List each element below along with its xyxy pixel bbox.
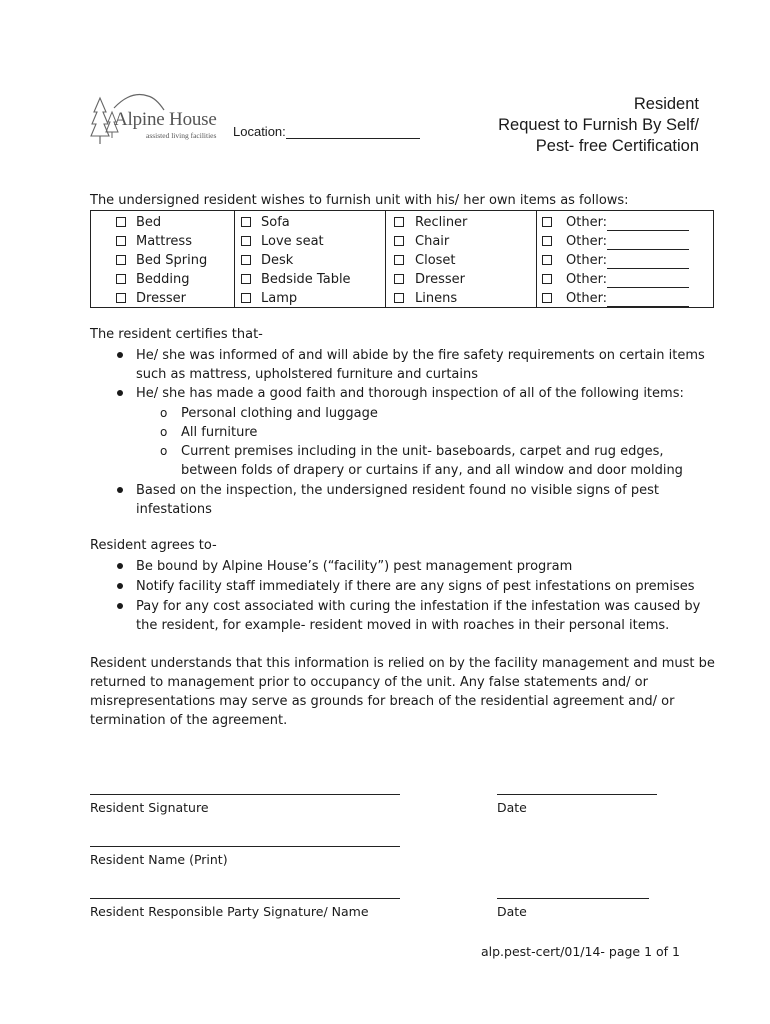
location-input[interactable] — [286, 126, 420, 139]
page-footer: alp.pest-cert/01/14- page 1 of 1 — [480, 944, 680, 959]
sub-list-item: o Current premises including in the unit- baseboards, carpet and rug edges, between folds of drapery or curtains if any, and all window and door molding — [160, 444, 683, 478]
items-column-2 — [235, 211, 386, 308]
checkbox[interactable] — [394, 274, 404, 284]
checkbox[interactable] — [394, 293, 404, 303]
sub-list-item: o Personal clothing and luggage — [160, 406, 378, 421]
checkbox[interactable] — [116, 293, 126, 303]
item-label: Other: — [566, 291, 608, 306]
circle-bullet-icon: o — [160, 425, 168, 439]
location-label: Location: — [233, 124, 286, 139]
checkbox[interactable] — [542, 217, 552, 227]
responsible-party-label: Resident Responsible Party Signature/ Name — [90, 904, 369, 919]
list-item: He/ she was informed of and will abide by the fire safety requirements on certain items such as mattress, upholstered furniture and curtains — [117, 346, 705, 384]
checkbox[interactable] — [116, 236, 126, 246]
item-label: Bed Spring — [136, 253, 208, 268]
list-item: Notify facility staff immediately if there are any signs of pest infestations on premises — [117, 577, 695, 596]
title-line-1: Resident — [633, 95, 699, 113]
item-label: Dresser — [136, 291, 186, 306]
sub-list-item: o All furniture — [160, 425, 258, 440]
bullet-icon — [117, 390, 123, 396]
logo-tagline: assisted living facilities — [146, 131, 217, 140]
date-label-2: Date — [497, 904, 527, 919]
checkbox[interactable] — [241, 217, 251, 227]
bullet-icon — [117, 603, 123, 609]
item-label: Linens — [415, 291, 458, 306]
checkbox[interactable] — [241, 293, 251, 303]
bullet-icon — [117, 563, 123, 569]
circle-bullet-icon: o — [160, 444, 168, 458]
checkbox[interactable] — [542, 236, 552, 246]
checkbox[interactable] — [116, 217, 126, 227]
items-column-1 — [91, 211, 235, 308]
date-line-1[interactable] — [497, 794, 657, 795]
furnishing-items-table — [90, 210, 714, 308]
checkbox[interactable] — [542, 293, 552, 303]
intro-text: The undersigned resident wishes to furnish unit with his/ her own items as follows: — [90, 193, 629, 208]
item-label: Other: — [566, 234, 608, 249]
item-label: Bedside Table — [261, 272, 351, 287]
circle-bullet-icon: o — [160, 406, 168, 420]
item-label: Dresser — [415, 272, 465, 287]
date-label-1: Date — [497, 800, 527, 815]
item-label: Lamp — [261, 291, 298, 306]
list-item: Based on the inspection, the undersigned resident found no visible signs of pest infestations — [117, 481, 659, 519]
bullet-icon — [117, 583, 123, 589]
item-label: Other: — [566, 272, 608, 287]
other-input[interactable] — [607, 294, 689, 307]
list-item: Pay for any cost associated with curing the infestation if the infestation was caused by the resident, for example- resident moved in with roaches in their personal items. — [117, 597, 700, 635]
resident-name-label: Resident Name (Print) — [90, 852, 228, 867]
items-column-3 — [386, 211, 537, 308]
checkbox[interactable] — [542, 255, 552, 265]
other-input[interactable] — [607, 256, 689, 269]
bullet-icon — [117, 352, 123, 358]
title-line-3: Pest- free Certification — [535, 137, 699, 155]
item-label: Chair — [415, 234, 450, 249]
checkbox[interactable] — [542, 274, 552, 284]
responsible-party-line[interactable] — [90, 898, 400, 899]
logo-wordmark: Alpine House — [114, 109, 217, 130]
form-title — [498, 94, 699, 157]
certifies-heading: The resident certifies that- — [90, 327, 263, 342]
item-label: Bedding — [136, 272, 190, 287]
checkbox[interactable] — [241, 274, 251, 284]
items-column-4 — [537, 211, 714, 308]
item-label: Sofa — [261, 215, 290, 230]
other-input[interactable] — [607, 218, 689, 231]
resident-name-line[interactable] — [90, 846, 400, 847]
checkbox[interactable] — [394, 217, 404, 227]
other-input[interactable] — [607, 237, 689, 250]
checkbox[interactable] — [116, 255, 126, 265]
checkbox[interactable] — [394, 236, 404, 246]
item-label: Mattress — [136, 234, 192, 249]
location-field — [233, 124, 420, 139]
understands-paragraph: Resident understands that this information is relied on by the facility management and must be returned to management prior to occupancy of the unit. Any false statements and/ or misrepresentations may serve as grounds for breach of the residential agreement and/ or termination of the agreement. — [90, 656, 715, 728]
bullet-icon — [117, 487, 123, 493]
list-item: He/ she has made a good faith and thorough inspection of all of the following items: — [117, 384, 684, 403]
item-label: Bed — [136, 215, 162, 230]
checkbox[interactable] — [241, 255, 251, 265]
checkbox[interactable] — [394, 255, 404, 265]
resident-signature-label: Resident Signature — [90, 800, 209, 815]
title-line-2: Request to Furnish By Self/ — [498, 116, 699, 134]
date-line-2[interactable] — [497, 898, 649, 899]
item-label: Desk — [261, 253, 294, 268]
item-label: Love seat — [261, 234, 324, 249]
other-input[interactable] — [607, 275, 689, 288]
checkbox[interactable] — [241, 236, 251, 246]
checkbox[interactable] — [116, 274, 126, 284]
list-item: Be bound by Alpine House’s (“facility”) pest management program — [117, 557, 572, 576]
item-label: Closet — [415, 253, 456, 268]
item-label: Recliner — [415, 215, 468, 230]
resident-signature-line[interactable] — [90, 794, 400, 795]
item-label: Other: — [566, 253, 608, 268]
item-label: Other: — [566, 215, 608, 230]
agrees-heading: Resident agrees to- — [90, 538, 217, 553]
